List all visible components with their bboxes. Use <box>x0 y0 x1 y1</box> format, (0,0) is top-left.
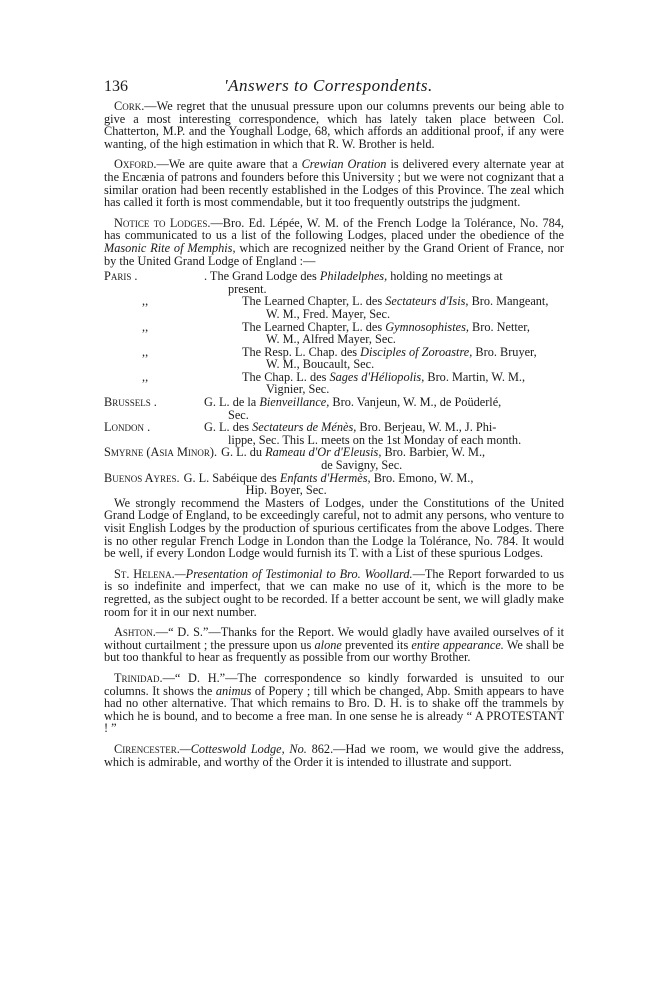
em-trinidad-1: animus <box>215 683 252 698</box>
lodge-entry <box>104 371 564 396</box>
lodge-name: Sectateurs d'Isis, <box>385 294 469 309</box>
lodge-entry <box>104 295 564 320</box>
text-notice-2: which are recognized neither by the Grand Orient of France, nor by the United Grand Lodge of England :— <box>104 240 565 268</box>
lodge-list <box>104 270 564 497</box>
text-cork: —We regret that the unusual pressure upon our columns prevents our being able to give a most interesting correspondence, which has lately taken place between Col. Chatterton, M.P. and the Youghall Lodge, 68, which affords an additional proof, if any were wanting, of the high estimation in which that R. W. Brother is held. <box>104 99 564 151</box>
lodge-cont: Vignier, Sec. <box>266 382 330 397</box>
lodge-text: The Learned Chapter, L. des <box>242 294 386 309</box>
running-title: 'Answers to Correspondents. <box>224 76 433 95</box>
lodge-cont: present. <box>228 281 267 296</box>
lodge-text: G. L. de la <box>204 395 260 410</box>
paragraph-ashton <box>104 626 564 664</box>
page-header <box>104 76 564 100</box>
text-st-helena-1: —The Report forwarded to us is so indefinite and imperfect, that we can make no use of it, which is the more to be regretted, as the subject ought to be recorded. If a better account be sent, we will gladly make room for it in our next number. <box>104 566 564 619</box>
lodge-text: The Learned Chapter, L. des <box>242 319 386 334</box>
lodge-cont: Sec. <box>228 407 249 422</box>
lodge-place: Smyrne (Asia Minor). <box>104 445 218 460</box>
text-ashton-2: prevented its <box>341 637 412 652</box>
em-notice-1: Masonic Rite of Memphis, <box>104 240 236 255</box>
paragraph-cirencester <box>104 743 564 768</box>
em-st-helena-1: —Presentation of Testimonial to Bro. Woollard. <box>174 566 413 581</box>
lodge-entry <box>104 472 564 497</box>
paragraph-recommend: We strongly recommend the Masters of Lodges, under the Constitutions of the United Grand Lodge of England, to be exceedingly careful, not to admit any persons, who venture to visit English Lodges by the production of spurious certificates from the above Lodges. There is no other regular French Lodge in London than the Lodge la Tolérance, No. 784. It would be well, if every London Lodge would furnish its T. with a List of these spurious Lodges. <box>104 495 564 561</box>
lodge-name: Sectateurs de Ménès, <box>252 420 357 435</box>
em-ashton-2: entire appearance. <box>411 637 504 652</box>
text-trinidad-2: of Popery ; till which be changed, Abp. Smith appears to have had no other alternative. That which remains to Bro. D. H. is to shake off the trammels by which he is bound, and to become a free man. In one sense he is already “ A PROTESTANT ! ” <box>104 683 565 736</box>
lodge-place: ,, <box>142 369 149 384</box>
text-ashton-3: We shall be but too thankful to hear as frequently as possible from our worthy Brother. <box>104 637 564 665</box>
lodge-text: Bro. Mangeant, <box>468 294 549 309</box>
lodge-cont: W. M., Fred. Mayer, Sec. <box>266 306 391 321</box>
lodge-text: The Resp. L. Chap. des <box>242 344 361 359</box>
lodge-text: G. L. du <box>221 445 266 460</box>
lodge-text: Bro. Netter, <box>468 319 530 334</box>
lead-cirencester: Cirencester. <box>114 741 180 756</box>
paragraph-trinidad <box>104 672 564 735</box>
lodge-cont: lippe, Sec. This L. meets on the 1st Monday of each month. <box>228 432 522 447</box>
lodge-text: Bro. Emono, W. M., <box>370 470 474 485</box>
lodge-text: Bro. Bruyer, <box>472 344 537 359</box>
lead-st-helena: St. Helena. <box>114 566 175 581</box>
lodge-place: Brussels . <box>104 395 157 410</box>
lodge-entry <box>104 396 564 421</box>
lodge-place: Buenos Ayres. <box>104 470 180 485</box>
paragraph-notice <box>104 217 564 267</box>
lodge-text: . The Grand Lodge des <box>204 269 320 284</box>
lodge-place: ,, <box>142 319 149 334</box>
em-cirencester-1: —Cotteswold Lodge, No. <box>179 741 307 756</box>
lodge-cont: Hip. Boyer, Sec. <box>245 483 327 498</box>
lodge-place: Paris . <box>104 269 138 284</box>
text-oxford-2: is delivered every alternate year at the Encænia of patrons and founders before this University ; but we were not cognizant that a similar oration had been recently established in the Lodges of this Province. The zeal which has called it forth is most commendable, but it too frequently outstrips the judgment. <box>104 157 564 210</box>
lodge-cont: W. M., Alfred Mayer, Sec. <box>266 332 396 347</box>
lodge-text: holding no meetings at <box>387 269 503 284</box>
lodge-entry <box>104 321 564 346</box>
lodge-text: G. L. des <box>204 420 253 435</box>
lodge-name: Disciples of Zoroastre, <box>360 344 473 359</box>
em-oxford-1: Crewian Oration <box>301 157 387 172</box>
text-oxford-1: —We are quite aware that a <box>156 157 302 172</box>
em-ashton-1: alone <box>314 637 342 652</box>
lead-trinidad: Trinidad. <box>114 670 163 685</box>
lodge-place: ,, <box>142 294 149 309</box>
lodge-text: Bro. Vanjeun, W. M., de Poüderlé, <box>329 395 502 410</box>
document-page <box>104 76 564 768</box>
lodge-entry <box>104 346 564 371</box>
lodge-cont: W. M., Boucault, Sec. <box>266 357 375 372</box>
lead-notice: Notice to Lodges. <box>114 215 211 230</box>
lodge-cont: de Savigny, Sec. <box>321 458 403 473</box>
lodge-text: Bro. Martin, W. M., <box>424 369 526 384</box>
lead-cork: Cork. <box>114 99 145 113</box>
lodge-entry <box>104 446 564 471</box>
lodge-place: London . <box>104 420 151 435</box>
lodge-text: Bro. Berjeau, W. M., J. Phi- <box>356 420 497 435</box>
paragraph-oxford <box>104 158 564 208</box>
lodge-text: The Chap. L. des <box>242 369 330 384</box>
text-trinidad-1: —“ D. H.”—The correspondence so kindly forwarded is unsuited to our columns. It shows the <box>104 670 564 698</box>
lodge-name: Sages d'Héliopolis, <box>329 369 425 384</box>
paragraph-cork <box>104 100 564 150</box>
text-cirencester-1: 862.—Had we room, we would give the address, which is admirable, and worthy of the Order it is intended to illustrate and support. <box>104 741 564 769</box>
lodge-name: Enfants d'Hermès, <box>279 470 371 485</box>
text-notice-1: —Bro. Ed. Lépée, W. M. of the French Lodge la Tolérance, No. 784, has communicated to us a list of the following Lodges, placed under the obedience of the <box>104 215 565 243</box>
lodge-name: Rameau d'Or d'Eleusis, <box>265 445 382 460</box>
lodge-name: Philadelphes, <box>319 269 388 284</box>
lodge-name: Gymnosophistes, <box>385 319 469 334</box>
text-ashton-1: —“ D. S.”—Thanks for the Report. We would gladly have availed ourselves of it without curtailment ; the pressure upon us <box>104 625 564 652</box>
lodge-place: ,, <box>142 344 149 359</box>
lead-oxford: Oxford. <box>114 157 157 172</box>
lodge-entry <box>104 270 564 295</box>
lodge-text: Bro. Barbier, W. M., <box>381 445 486 460</box>
paragraph-st-helena <box>104 568 564 618</box>
lodge-name: Bienveillance, <box>259 395 330 410</box>
lodge-entry <box>104 421 564 446</box>
lead-ashton: Ashton. <box>114 625 156 640</box>
page-number: 136 <box>104 78 128 95</box>
lodge-text: G. L. Sabéique des <box>183 470 280 485</box>
